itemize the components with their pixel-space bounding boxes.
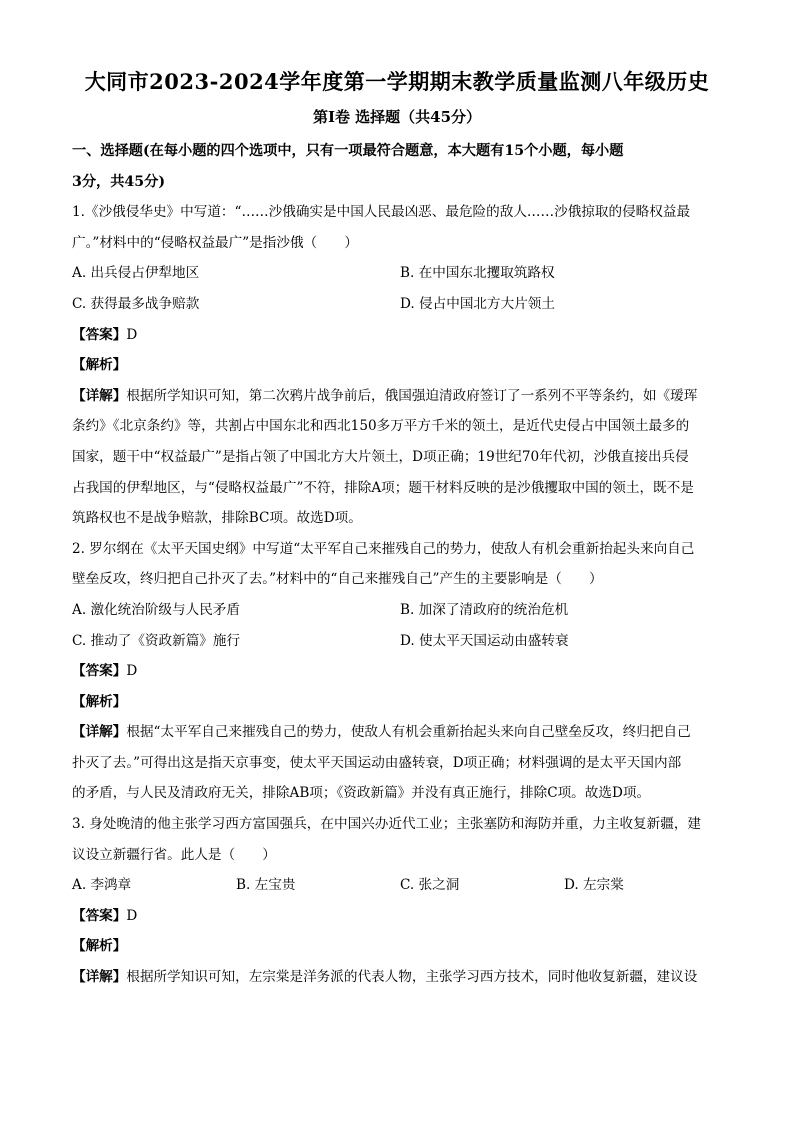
question-stem-line: 议设立新疆行省。此人是（ ） [72, 846, 276, 863]
section-heading-line: 一、选择题(在每小题的四个选项中，只有一项最符合题意，本大题有15个小题，每小题 [72, 143, 624, 159]
option-a: A. 出兵侵占伊犁地区 [72, 265, 200, 282]
detail-line: 占我国的伊犁地区，与“侵略权益最广”不符，排除A项；题干材料反映的是沙俄攫取中国的领土，既不是 [72, 479, 694, 496]
answer-tag: 【答案】 [72, 907, 127, 924]
question-stem-line: 广。”材料中的“侵略权益最广”是指沙俄（ ） [72, 234, 358, 251]
option-b: B. 在中国东北攫取筑路权 [400, 265, 555, 282]
content-body [72, 136, 728, 993]
analysis-tag: 【解析】 [72, 938, 127, 955]
question-2 [72, 534, 728, 809]
analysis-line [72, 931, 728, 962]
detail-line [72, 962, 728, 993]
detail-tag: 【详解】 [72, 969, 127, 986]
option-a: A. 李鸿章 [72, 877, 132, 894]
answer-line [72, 656, 728, 687]
section-heading [72, 136, 728, 197]
detail-tag: 【详解】 [72, 387, 127, 404]
section-heading-line: 3分，共45分) [72, 173, 166, 190]
detail-tag: 【详解】 [72, 724, 127, 741]
question-stem-line: 3. 身处晚清的他主张学习西方富国强兵，在中国兴办近代工业；主张塞防和海防并重，力主收复新疆，建 [72, 816, 702, 833]
option-row [72, 258, 728, 289]
detail-line [72, 381, 728, 412]
detail-text: 根据所学知识可知，第二次鸦片战争前后，俄国强迫清政府签订了一系列不平等条约，如《瑷珲 [126, 387, 698, 404]
option-row [72, 870, 728, 901]
answer-value: D [126, 326, 138, 343]
question-3 [72, 809, 728, 993]
answer-line [72, 320, 728, 351]
option-row [72, 626, 728, 657]
analysis-line [72, 687, 728, 718]
analysis-tag: 【解析】 [72, 693, 127, 710]
option-d: D. 使太平天国运动由盛转衰 [400, 632, 569, 649]
answer-tag: 【答案】 [72, 663, 127, 680]
detail-text: 根据“太平军自己来摧残自己的势力，使敌人有机会重新抬起头来向自己壁垒反攻，终归把自己 [126, 724, 691, 741]
section-subtitle: 第Ⅰ卷 选择题（共45分） [312, 108, 482, 126]
question-stem-line: 壁垒反攻，终归把自己扑灭了去。”材料中的“自己来摧残自己”产生的主要影响是（ ） [72, 571, 603, 588]
detail-line: 国家，题干中“权益最广”是指占领了中国北方大片领土，D项正确；19世纪70年代初，沙俄直接出兵侵 [72, 448, 689, 465]
option-c: C. 获得最多战争赔款 [72, 295, 200, 312]
option-a: A. 激化统治阶级与人民矛盾 [72, 601, 240, 618]
answer-line [72, 901, 728, 932]
detail-line: 筑路权也不是战争赔款，排除BC项。故选D项。 [72, 510, 362, 527]
option-d: D. 左宗棠 [564, 877, 624, 894]
option-b: B. 加深了清政府的统治危机 [400, 601, 569, 618]
detail-line [72, 717, 728, 748]
detail-line: 扑灭了去。”可得出这是指天京事变，使太平天国运动由盛转衰，D项正确；材料强调的是太平天国内部 [72, 754, 682, 771]
option-row [72, 289, 728, 320]
question-stem-line: 1.《沙俄侵华史》中写道：“……沙俄确实是中国人民最凶恶、最危险的敌人……沙俄掠取的侵略权益最 [72, 204, 691, 221]
option-c: C. 张之洞 [400, 877, 460, 894]
detail-text: 根据所学知识可知，左宗棠是洋务派的代表人物，主张学习西方技术，同时他收复新疆，建议设 [126, 969, 698, 986]
detail-line: 条约》《北京条约》等，共割占中国东北和西北150多万平方千米的领土，是近代史侵占中国领土最多的 [72, 418, 690, 435]
question-1 [72, 197, 728, 534]
analysis-tag: 【解析】 [72, 357, 127, 374]
question-stem-line: 2. 罗尔纲在《太平天国史纲》中写道“太平军自己来摧残自己的势力，使敌人有机会重新抬起头来向自己 [72, 540, 695, 557]
option-row [72, 595, 728, 626]
option-c: C. 推动了《资政新篇》施行 [72, 632, 241, 649]
detail-line: 的矛盾，与人民及清政府无关，排除AB项；《资政新篇》并没有真正施行，排除C项。故选D项。 [72, 785, 651, 802]
page-title: 大同市2023-2024学年度第一学期期末教学质量监测八年级历史 [84, 69, 710, 94]
answer-value: D [126, 663, 138, 680]
option-d: D. 侵占中国北方大片领土 [400, 295, 555, 312]
answer-value: D [126, 907, 138, 924]
answer-tag: 【答案】 [72, 326, 127, 343]
option-b: B. 左宝贵 [236, 877, 296, 894]
analysis-line [72, 350, 728, 381]
